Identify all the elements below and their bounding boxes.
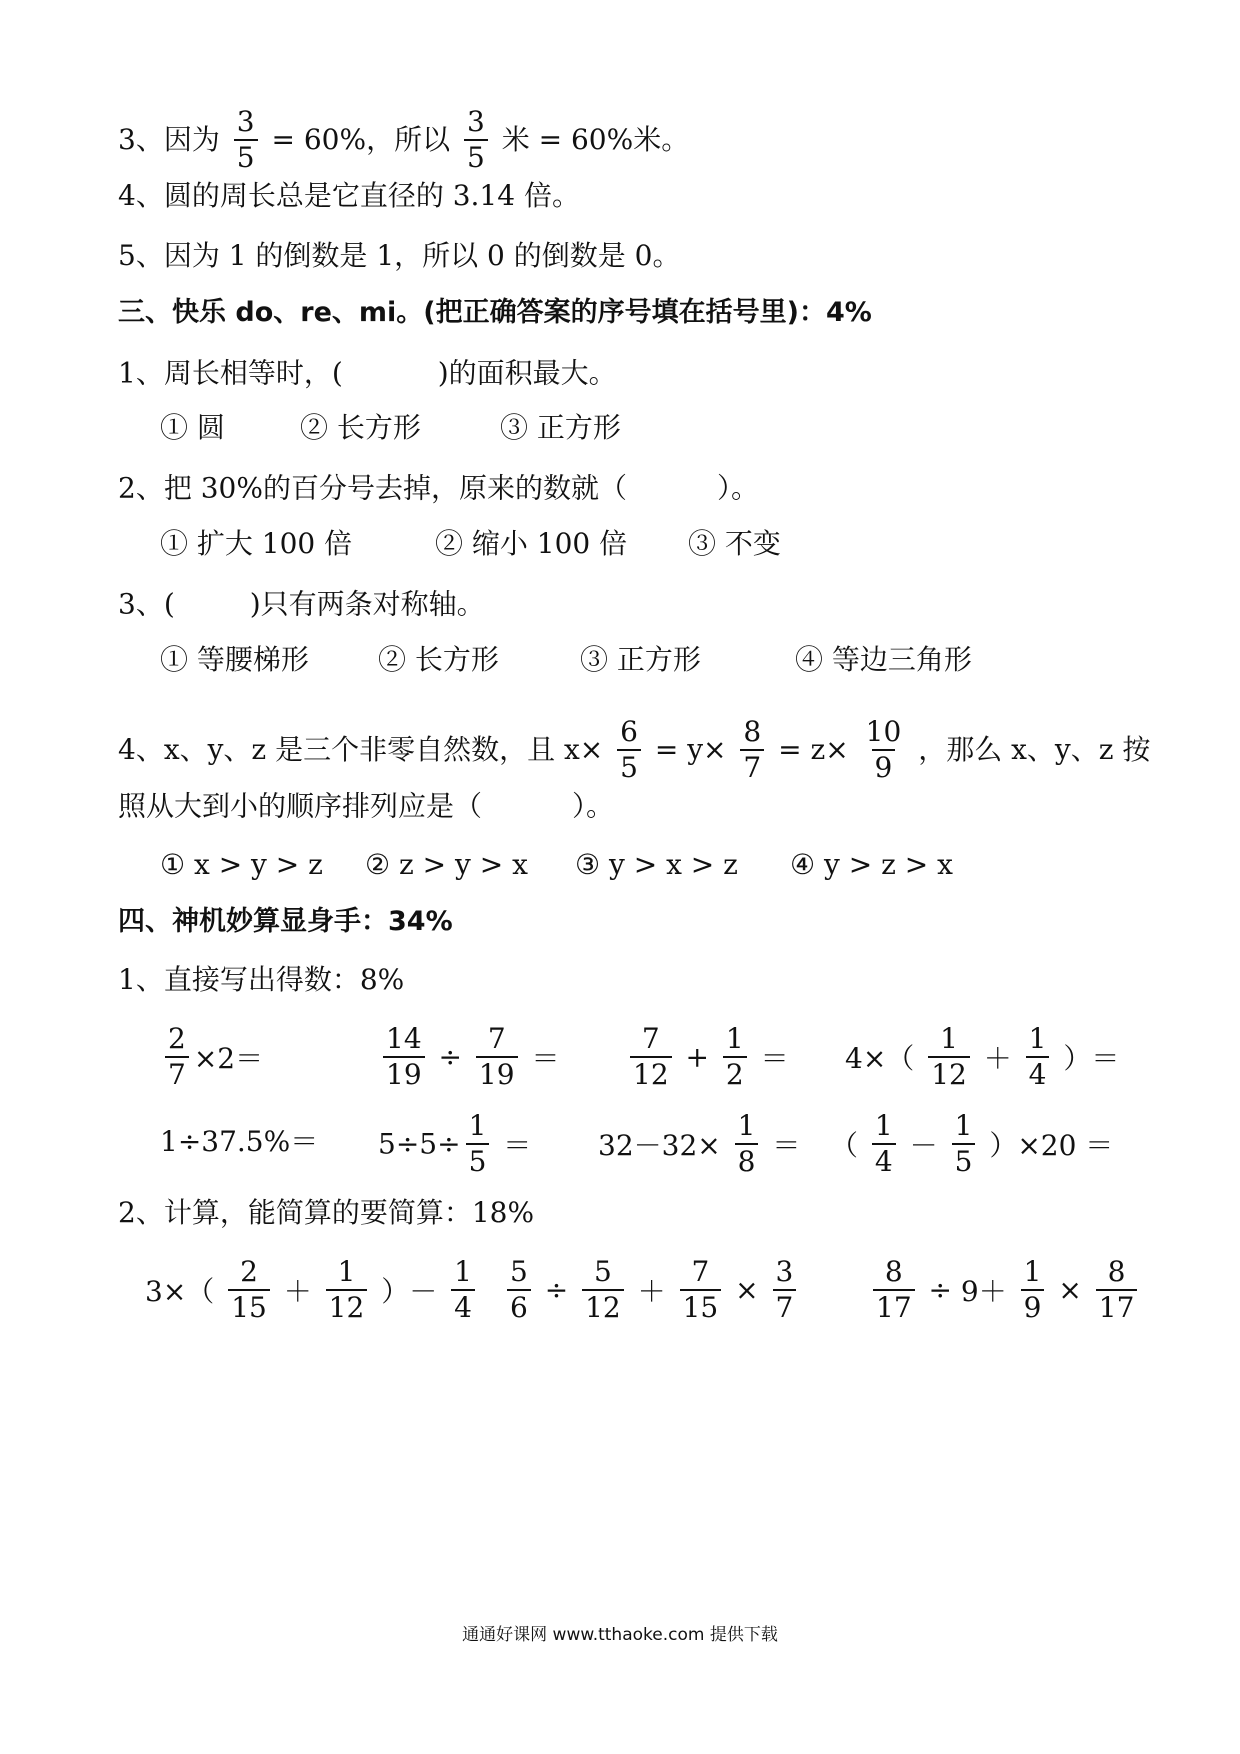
choice-question-1: 1、周长相等时，( )的面积最大。 (118, 356, 617, 390)
calc-expr: $\frac{14}{19}$ ÷ $\frac{7}{19}$ ＝ (378, 1025, 559, 1089)
fraction: $\frac{10}{9}$ (865, 715, 902, 784)
option: ② 长方形 (300, 411, 421, 444)
option: ① 圆 (160, 411, 225, 444)
calc-expr: 5÷5÷ $\frac{1}{5}$ ＝ (378, 1109, 532, 1178)
choice-options-4 (160, 845, 1180, 885)
part-title-1: 1、直接写出得数：8% (118, 963, 405, 996)
option: ③ 正方形 (580, 643, 701, 676)
option: ④ 等边三角形 (795, 643, 972, 676)
option: ② 缩小 100 倍 (435, 527, 628, 560)
option: ③ 正方形 (500, 411, 621, 444)
footer-download-note: 通通好课网 www.tthaoke.com 提供下载 (462, 1625, 778, 1645)
fraction: $\frac{3}{5}$ (464, 108, 488, 172)
choice-options-2 (160, 524, 1180, 564)
fraction: $\frac{3}{5}$ (234, 108, 258, 172)
calc-expr: $\frac{7}{12}$ + $\frac{1}{2}$ ＝ (625, 1025, 789, 1089)
judge-item-5: 5、因为 1 的倒数是 1，所以 0 的倒数是 0。 (118, 239, 681, 272)
section-title-4: 四、神机妙算显身手：34% (118, 906, 453, 937)
choice-question-4-cont: 照从大到小的顺序排列应是（ ）。 (118, 789, 615, 823)
choice-question-4: 4、x、y、z 是三个非零自然数，且 x× $\frac{6}{5}$ = y× $\frac{8}{7}$ = z× $\frac{10}{9}$ ，那么 x、y、z 按 (118, 715, 1151, 784)
fraction: $\frac{8}{7}$ (740, 718, 764, 782)
calc-expr: 1÷37.5%＝ (160, 1125, 319, 1158)
choice-question-3: 3、( )只有两条对称轴。 (118, 587, 485, 621)
judge-item-4: 4、圆的周长总是它直径的 3.14 倍。 (118, 179, 580, 212)
option: ① 等腰梯形 (160, 643, 309, 676)
fraction: $\frac{6}{5}$ (617, 718, 641, 782)
choice-options-1 (160, 408, 1180, 448)
calc-expr: $\frac{8}{17}$ ÷ 9＋ $\frac{1}{9}$ × $\frac{8}{17}$ (868, 1258, 1142, 1322)
option: ① x > y > z (160, 848, 323, 881)
calc-expr: $\frac{5}{6}$ ÷ $\frac{5}{12}$ ＋ $\frac{7}{15}$ × $\frac{3}{7}$ (502, 1258, 801, 1322)
part-title-2: 2、计算，能简算的要简算：18% (118, 1196, 535, 1229)
option: ② z > y > x (365, 848, 528, 881)
calc-expr: （ $\frac{1}{4}$ － $\frac{1}{5}$ ）×20 ＝ (830, 1109, 1114, 1178)
choice-question-2: 2、把 30%的百分号去掉，原来的数就（ ）。 (118, 471, 759, 505)
section-title-3: 三、快乐 do、re、mi。(把正确答案的序号填在括号里)：4% (118, 297, 872, 328)
choice-options-3 (160, 640, 1180, 680)
calc-expr: 3×（ $\frac{2}{15}$ ＋ $\frac{1}{12}$ ）－ $\frac{1}{4}$ (145, 1258, 480, 1322)
option: ③ 不变 (688, 527, 781, 560)
option: ④ y > z > x (790, 848, 953, 881)
option: ① 扩大 100 倍 (160, 527, 353, 560)
calc-expr: 4×（ $\frac{1}{12}$ ＋ $\frac{1}{4}$ ）＝ (845, 1022, 1120, 1091)
calc-expr: 32－32× $\frac{1}{8}$ ＝ (598, 1109, 801, 1178)
option: ② 长方形 (378, 643, 499, 676)
option: ③ y > x > z (575, 848, 738, 881)
calc-expr: $\frac{2}{7}$ ×2＝ (160, 1025, 263, 1089)
judge-item-3: 3、因为 $\frac{3}{5}$ = 60%，所以 $\frac{3}{5}$ 米 = 60%米。 (118, 105, 690, 174)
